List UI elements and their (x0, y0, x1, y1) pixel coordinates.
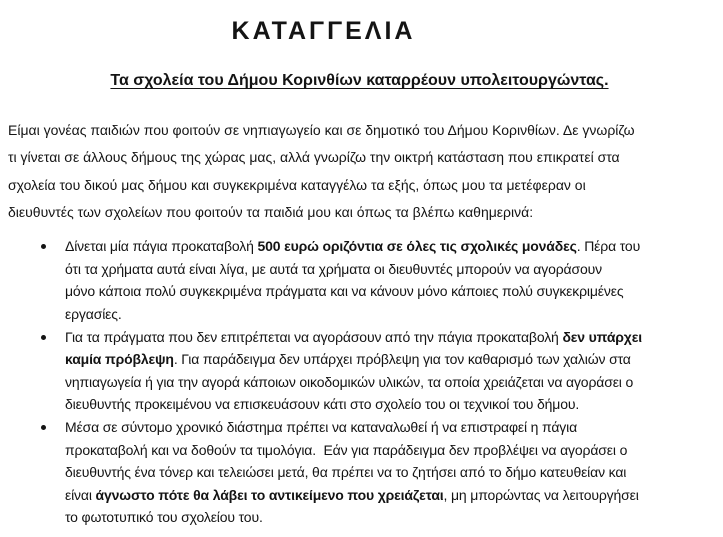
intro-paragraph (8, 117, 723, 226)
text-line (8, 199, 723, 226)
bold-text-run: καμία πρόβλεψη (65, 351, 174, 368)
text-line (65, 439, 723, 462)
text-line (65, 416, 723, 439)
text-run: νηπιαγωγεία ή για την αγορά κάποιων οικοδομικών υλικών, τα οποία χρειάζεται να αγοράσει ο (65, 373, 634, 390)
text-line (65, 280, 723, 303)
text-run: είναι (65, 486, 96, 503)
bold-text-run: 500 ευρώ οριζόντια σε όλες τις σχολικές μονάδες (257, 238, 577, 255)
text-line (65, 371, 723, 394)
text-run: Είμαι γονέας παιδιών που φοιτούν σε νηπιαγωγείο και σε δημοτικό του Δήμου Κορινθίων. Δε γνωρίζω (8, 122, 635, 138)
text-run: σχολεία του δικού μας δήμου και συγκεκριμένα καταγγέλω τα εξής, όπως μου τα μετέφεραν οι (8, 176, 586, 193)
document-title: ΚΑΤΑΓΓΕΛΙΑ (231, 17, 416, 45)
text-run: . Πέρα του (576, 238, 641, 255)
text-run: . Για παράδειγμα δεν υπάρχει πρόβλεψη για τον καθαρισμό των χαλιών στα (173, 351, 631, 368)
text-line (8, 172, 723, 199)
bullet-list (8, 235, 723, 529)
text-run: το φωτοτυπικό του σχολείου του. (65, 509, 263, 526)
text-run: διευθυντής ένα τόνερ και τελειώσει μετά, θα πρέπει να το ζητήσει από το δήμο κατευθείαν και (65, 464, 627, 481)
text-run: προκαταβολή και να δοθούν τα τιμολόγια. Εάν για παράδειγμα δεν προβλέψει να αγοράσει ο (65, 441, 628, 458)
text-line (8, 117, 723, 144)
bold-text-run: άγνωστο πότε θα λάβει το αντικείμενο που χρειάζεται (95, 486, 444, 503)
text-run: μόνο κάποια πολύ συγκεκριμένα πράγματα και να κάνουν μόνο κάποιες πολύ συγκεκριμένες (65, 283, 624, 300)
bullet-item (8, 235, 723, 325)
document-subtitle: Τα σχολεία του Δήμου Κορινθίων καταρρέουν υπολειτουργώντας. (110, 72, 609, 89)
text-run: εργασίες. (65, 305, 122, 322)
bullet-icon (41, 425, 46, 430)
bullet-item (8, 326, 723, 416)
text-line (8, 144, 723, 171)
text-run: τι γίνεται σε άλλους δήμους της χώρας μας, αλλά γνωρίζω την οικτρή κατάσταση που επικρατεί στα (8, 149, 620, 166)
text-run: Για τα πράγματα που δεν επιτρέπεται να αγοράσουν από την πάγια προκαταβολή (65, 328, 563, 345)
bullet-icon (41, 244, 46, 249)
text-run: διευθυντής προκειμένου να επισκευάσουν κάτι στο σχολείο του οι τεχνικοί του δήμου. (65, 396, 580, 413)
text-run: ότι τα χρήματα αυτά είναι λίγα, με αυτά τα χρήματα οι διευθυντές μπορούν να αγοράσουν (65, 260, 602, 277)
text-line (65, 348, 723, 371)
text-line (65, 461, 723, 484)
bold-text-run: δεν υπάρχει (562, 328, 642, 345)
text-line (65, 258, 723, 281)
text-line (65, 506, 723, 529)
text-line (65, 303, 723, 326)
text-run: Μέσα σε σύντομο χρονικό διάστημα πρέπει να καταναλωθεί ή να επιστραφεί η πάγια (65, 418, 578, 435)
text-run: Δίνεται μία πάγια προκαταβολή (65, 238, 258, 255)
text-run: διευθυντές των σχολείων που φοιτούν τα παιδιά μου και όπως τα βλέπω καθημερινά: (8, 203, 534, 220)
text-line (65, 393, 723, 416)
text-line (65, 235, 723, 258)
text-line (65, 326, 723, 349)
bullet-item (8, 416, 723, 529)
text-run: , μη μπορώντας να λειτουργήσει (443, 486, 639, 503)
bullet-icon (41, 335, 46, 340)
text-line (65, 484, 723, 507)
